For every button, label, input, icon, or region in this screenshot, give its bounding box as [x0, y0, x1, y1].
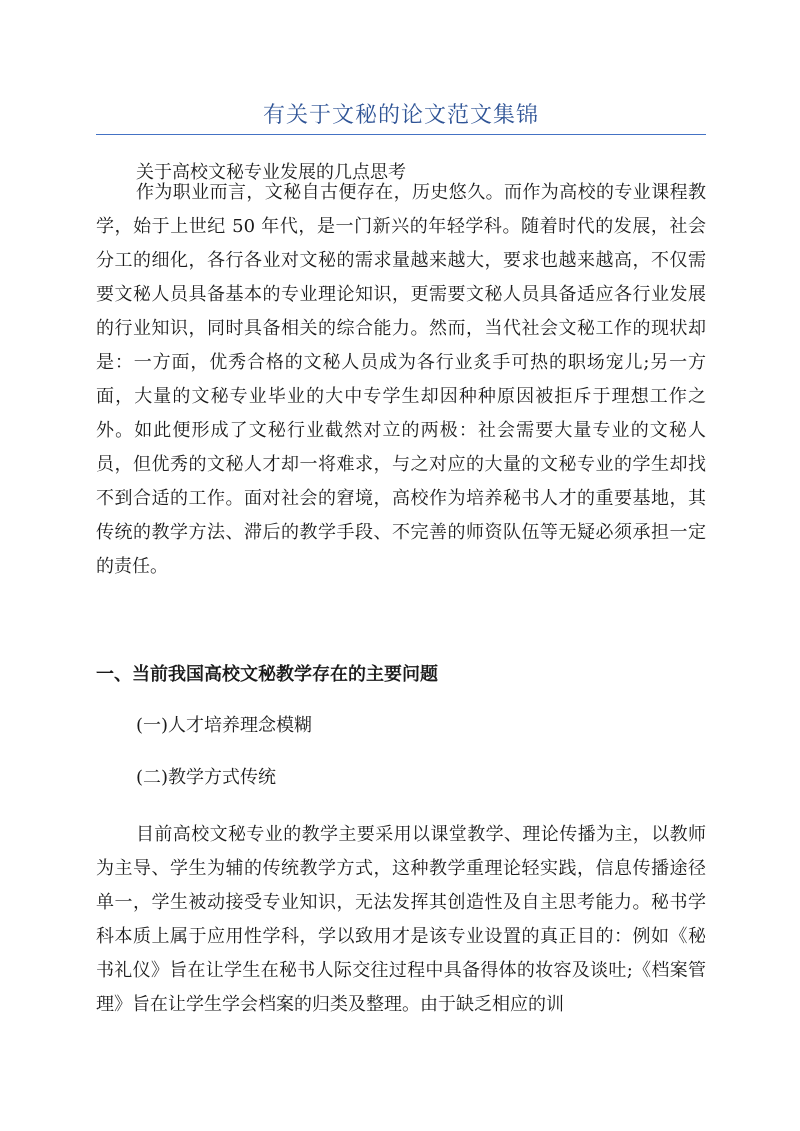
sub-heading-1: (一)人才培养理念模糊: [136, 715, 313, 736]
title-underline: [96, 134, 706, 135]
document-page: [96, 0, 706, 1131]
body-paragraph: 目前高校文秘专业的教学主要采用以课堂教学、理论传播为主，以教师为主导、学生为辅的传统教学方式，这种教学重理论轻实践，信息传播途径单一，学生被动接受专业知识，无法发挥其创造性及自主思考能力。秘书学科本质上属于应用性学科，学以致用才是该专业设置的真正目的：例如《秘书礼仪》旨在让学生在秘书人际交往过程中具备得体的妆容及谈吐;《档案管理》旨在让学生学会档案的归类及整理。由于缺乏相应的训: [96, 824, 706, 1015]
document-title: 有关于文秘的论文范文集锦: [262, 103, 539, 128]
sub-heading-2: (二)教学方式传统: [136, 767, 277, 788]
article-subtitle: 关于高校文秘专业发展的几点思考: [136, 162, 406, 183]
section-heading: 一、当前我国高校文秘教学存在的主要问题: [96, 664, 438, 685]
intro-paragraph: 作为职业而言，文秘自古便存在，历史悠久。而作为高校的专业课程教学，始于上世纪 50 年代，是一门新兴的年轻学科。随着时代的发展，社会分工的细化，各行各业对文秘的需求量越来越大，要求也越来越高，不仅需要文秘人员具备基本的专业理论知识，更需要文秘人员具备适应各行业发展的行业知识，同时具备相关的综合能力。然而，当代社会文秘工作的现状却是：一方面，优秀合格的文秘人员成为各行业炙手可热的职场宠儿;另一方面，大量的文秘专业毕业的大中专学生却因种种原因被拒斥于理想工作之外。如此便形成了文秘行业截然对立的两极：社会需要大量专业的文秘人员，但优秀的文秘人才却一将难求，与之对应的大量的文秘专业的学生却找不到合适的工作。面对社会的窘境，高校作为培养秘书人才的重要基地，其传统的教学方法、滞后的教学手段、不完善的师资队伍等无疑必须承担一定的责任。: [96, 182, 706, 577]
